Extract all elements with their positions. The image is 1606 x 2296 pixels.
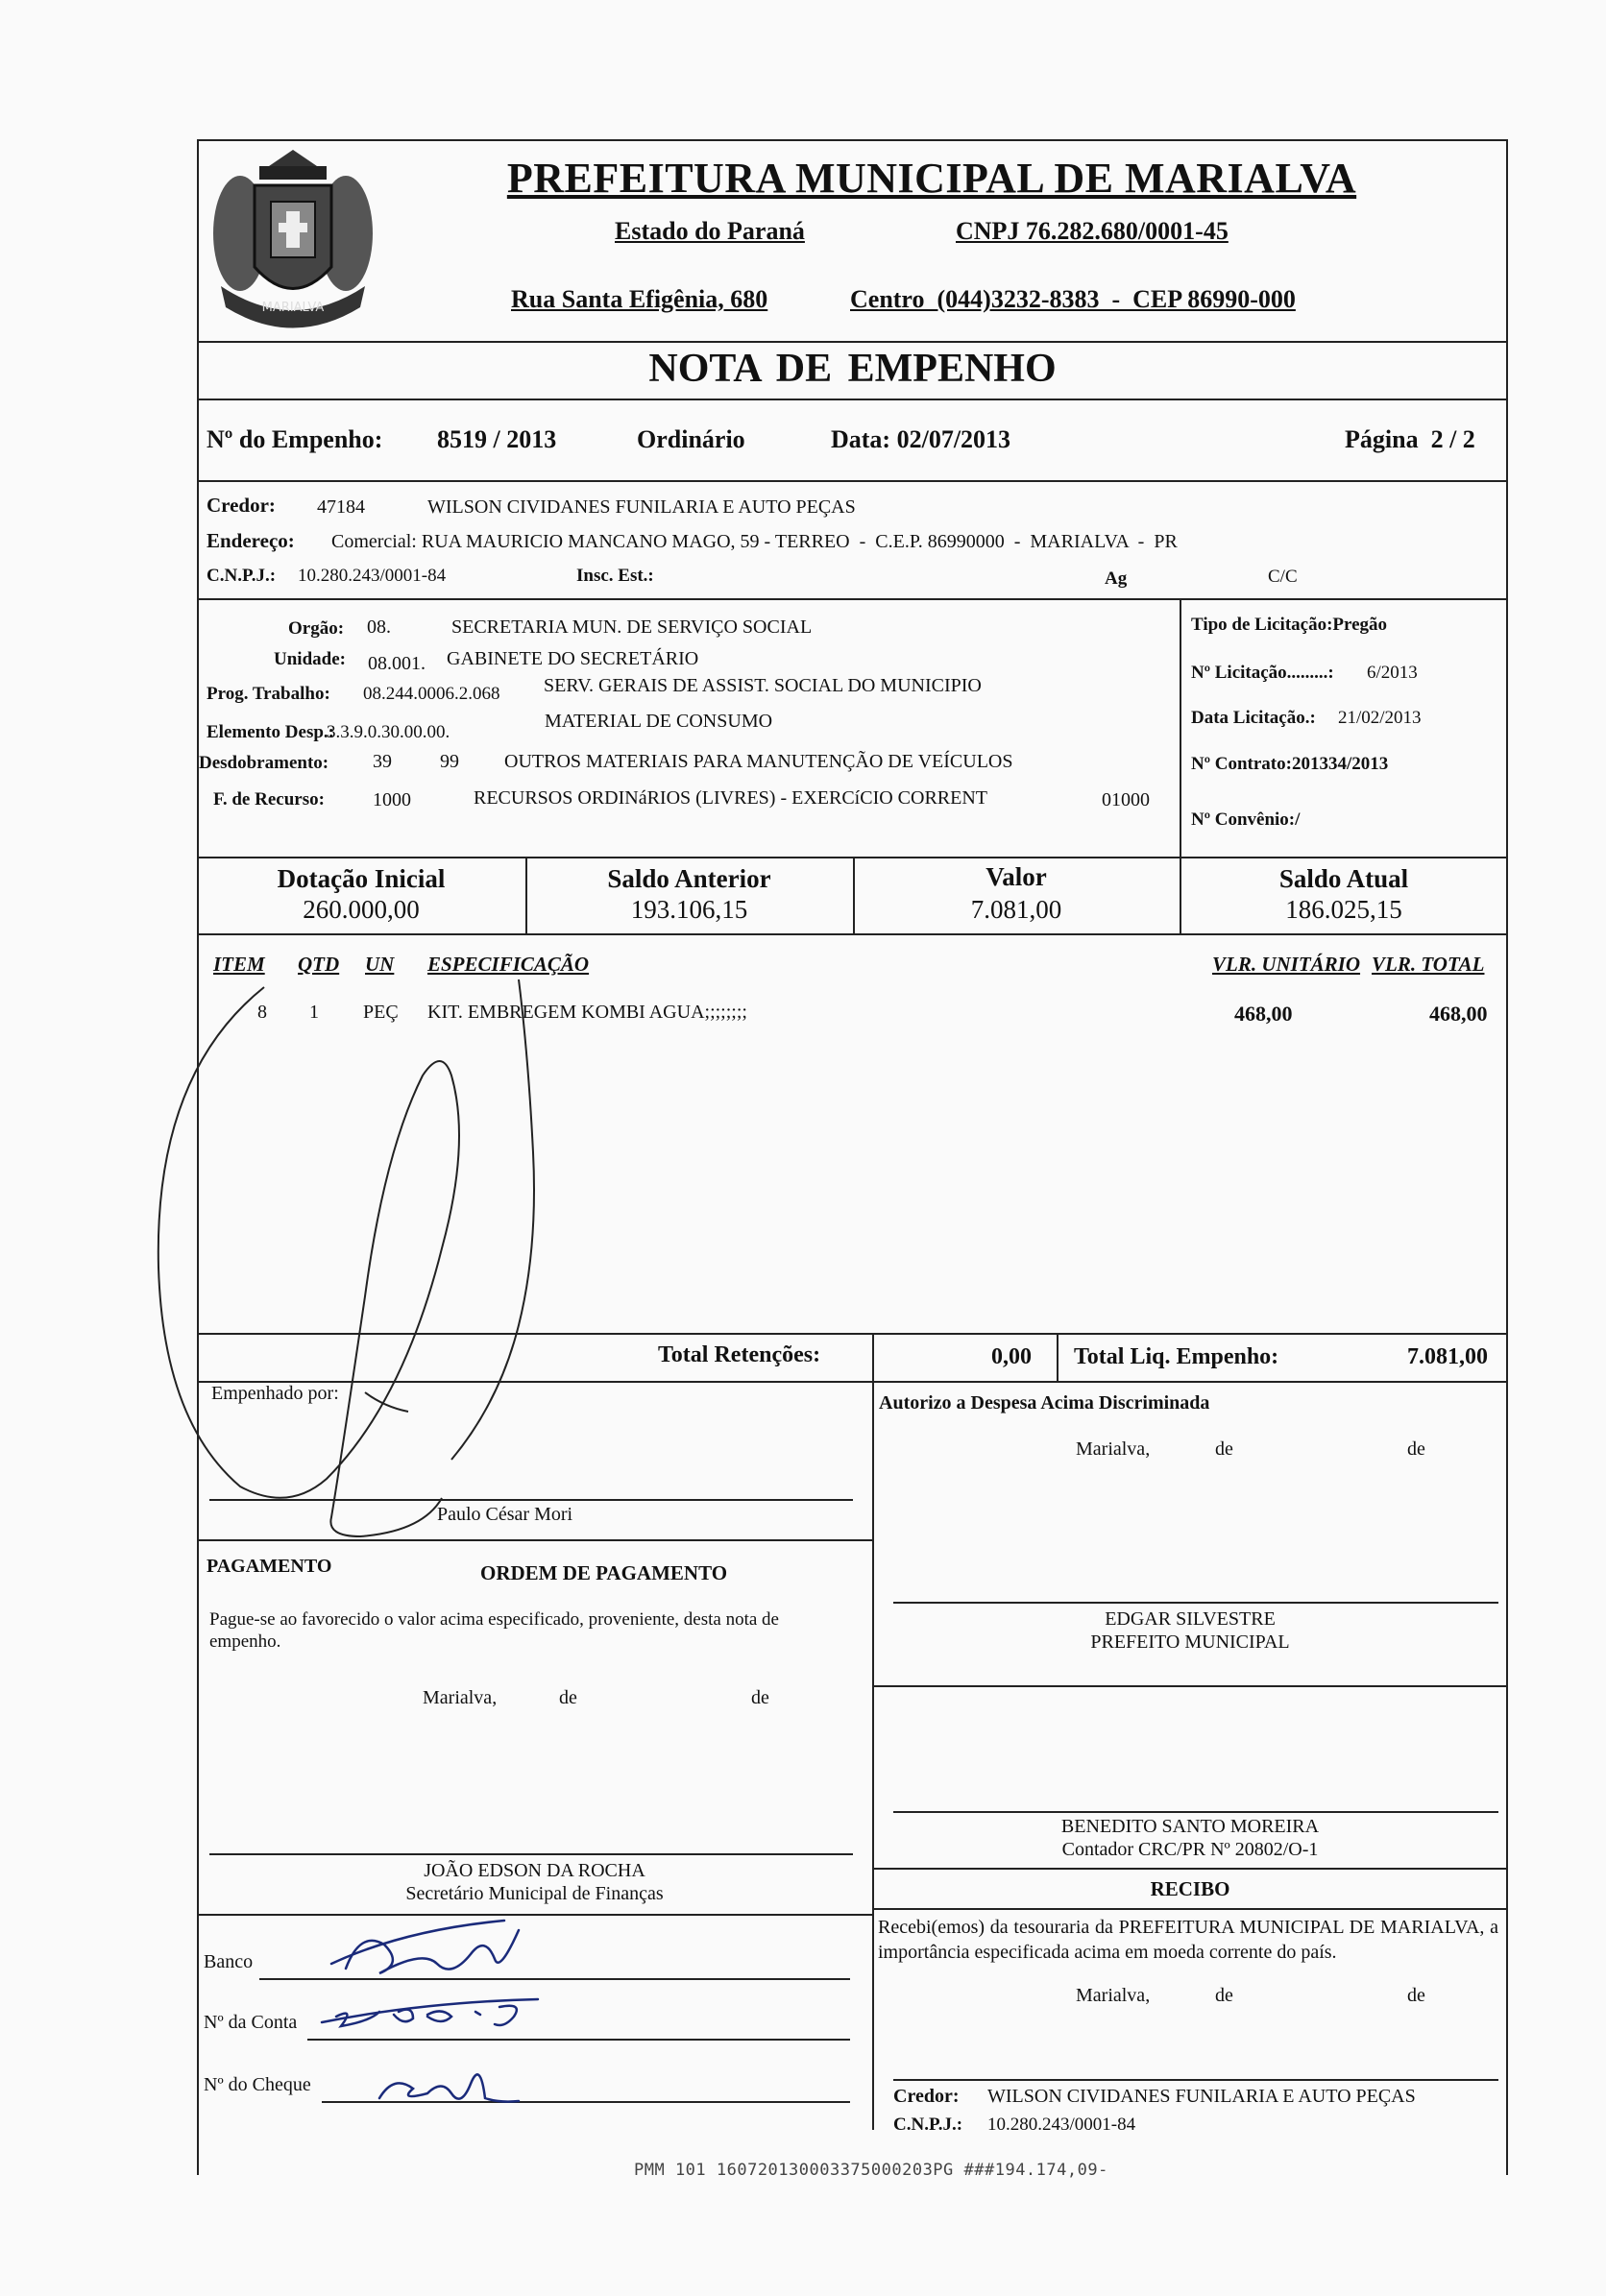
saldo-anterior-value: 193.106,15 [630, 895, 748, 924]
valor-value: 7.081,00 [970, 895, 1062, 924]
prog-code: 08.244.0006.2.068 [363, 684, 500, 704]
recibo-cnpj-label: C.N.P.J.: [893, 2115, 963, 2135]
row-un: PEÇ [363, 1002, 399, 1023]
frame-top [197, 139, 1508, 141]
rule [872, 1333, 874, 1381]
col-vlr-total: VLR. TOTAL [1372, 953, 1485, 976]
autorizo-de-1: de [1215, 1438, 1233, 1460]
recurso-code: 1000 [373, 789, 411, 810]
row-unit: 468,00 [1234, 1002, 1293, 1026]
municipality-title: PREFEITURA MUNICIPAL DE MARIALVA [506, 155, 1357, 202]
orgao-label: Orgão: [288, 618, 345, 639]
desdobramento-label: Desdobramento: [199, 753, 329, 773]
coat-of-arms-icon [202, 142, 384, 344]
col-qtd: QTD [298, 953, 340, 976]
licitacao-date: 21/02/2013 [1338, 708, 1422, 728]
rule [872, 1381, 874, 2130]
rule [1057, 1333, 1058, 1381]
empenho-type: Ordinário [637, 425, 745, 453]
unidade-label: Unidade: [274, 649, 346, 669]
row-qtd: 1 [309, 1002, 319, 1023]
unidade-code: 08.001. [368, 653, 426, 674]
row-spec: KIT. EMBREGEM KOMBI AGUA;;;;;;;; [427, 1002, 747, 1023]
orgao-name: SECRETARIA MUN. DE SERVIÇO SOCIAL [451, 616, 813, 638]
dotacao-inicial-value: 260.000,00 [303, 895, 420, 924]
recibo-text: Recebi(emos) da tesouraria da PREFEITURA MUNICIPAL DE MARIALVA, a importância especificada acima em moeda corrente do país. [878, 1917, 1498, 1963]
rule [893, 1602, 1498, 1604]
rule [1180, 598, 1181, 858]
empenhado-por-label: Empenhado por: [211, 1383, 339, 1404]
unidade-name: GABINETE DO SECRETÁRIO [447, 648, 699, 669]
row-total: 468,00 [1429, 1002, 1488, 1026]
conta-label: Nº da Conta [204, 2012, 298, 2033]
rule [197, 598, 1508, 600]
rule [893, 1811, 1498, 1813]
svg-text:MARIALVA: MARIALVA [261, 301, 325, 315]
empenho-date: Data: 02/07/2013 [831, 425, 1011, 453]
account-label: C/C [1268, 567, 1298, 587]
contador-title: Contador CRC/PR Nº 20802/O-1 [1061, 1839, 1319, 1860]
rule [197, 933, 1508, 935]
valor-label: Valor [986, 862, 1047, 891]
recibo-de-1: de [1215, 1985, 1233, 2006]
rule [209, 1499, 853, 1501]
prog-label: Prog. Trabalho: [207, 684, 330, 704]
secretario-title: Secretário Municipal de Finanças [405, 1883, 664, 1904]
rule [307, 2039, 850, 2041]
saldo-atual-value: 186.025,15 [1285, 895, 1402, 924]
contrato-number: Nº Contrato:201334/2013 [1191, 754, 1389, 774]
agency-label: Ag [1105, 568, 1128, 589]
col-vlr-unitario: VLR. UNITÁRIO [1212, 953, 1361, 976]
total-liquido-value: 7.081,00 [1407, 1344, 1488, 1369]
recurso-name: RECURSOS ORDINáRIOS (LIVRES) - EXERCíCIO CORRENT [474, 787, 988, 809]
pagamento-text: Pague-se ao favorecido o valor acima especificado, proveniente, desta nota de empenho. [209, 1609, 779, 1652]
rule [872, 1685, 1508, 1687]
rule [209, 1853, 853, 1855]
insc-est-label: Insc. Est.: [576, 566, 654, 586]
empenho-number-label: Nº do Empenho: [207, 425, 383, 453]
recibo-credor-label: Credor: [893, 2086, 960, 2107]
recibo-de-2: de [1407, 1985, 1425, 2006]
rule [259, 1978, 850, 1980]
tipo-licitacao: Tipo de Licitação:Pregão [1191, 615, 1388, 635]
col-especificacao: ESPECIFICAÇÃO [427, 953, 590, 976]
credor-label: Credor: [207, 494, 276, 517]
desdobramento-name: OUTROS MATERIAIS PARA MANUTENÇÃO DE VEÍCULOS [504, 751, 1013, 772]
rule [197, 341, 1508, 343]
recibo-credor-name: WILSON CIVIDANES FUNILARIA E AUTO PEÇAS [987, 2086, 1416, 2107]
banco-label: Banco [204, 1951, 254, 1972]
autorizo-city: Marialva, [1076, 1438, 1151, 1460]
empenhado-por-name: Paulo César Mori [437, 1504, 573, 1525]
rule [872, 1908, 1508, 1910]
rule [197, 480, 1508, 482]
col-item: ITEM [213, 953, 265, 976]
autorizo-despesa: Autorizo a Despesa Acima Discriminada [879, 1392, 1210, 1414]
saldo-anterior-label: Saldo Anterior [607, 864, 771, 893]
credor-code: 47184 [317, 496, 365, 518]
ordem-pagamento-title: ORDEM DE PAGAMENTO [480, 1561, 728, 1584]
desdobramento-code-2: 99 [440, 751, 459, 772]
district-phone-cep: Centro (044)3232-8383 - CEP 86990-000 [850, 285, 1296, 313]
recibo-city: Marialva, [1076, 1985, 1151, 2006]
rule [197, 1914, 872, 1916]
rule [197, 1539, 872, 1541]
page-number: Página 2 / 2 [1345, 425, 1475, 453]
dotacao-inicial-label: Dotação Inicial [277, 864, 446, 893]
contador-name: BENEDITO SANTO MOREIRA [1060, 1816, 1320, 1837]
orgao-code: 08. [367, 616, 391, 638]
rule [197, 399, 1508, 400]
cnpj-header: CNPJ 76.282.680/0001-45 [956, 217, 1229, 245]
credor-cnpj: 10.280.243/0001-84 [298, 566, 447, 586]
barcode-text: PMM 101 160720130003375000203PG ###194.174,09- [634, 2161, 1108, 2180]
total-retencoes-label: Total Retenções: [658, 1342, 821, 1367]
desdobramento-code-1: 39 [373, 751, 392, 772]
saldo-atual-label: Saldo Atual [1278, 864, 1409, 893]
credor-name: WILSON CIVIDANES FUNILARIA E AUTO PEÇAS [427, 496, 856, 518]
pagamento-de-2: de [751, 1687, 769, 1708]
elemento-code: 3.3.9.0.30.00.00. [327, 722, 450, 742]
col-un: UN [365, 953, 395, 976]
row-item: 8 [257, 1002, 267, 1023]
cheque-label: Nº do Cheque [204, 2074, 311, 2095]
prefeito-name: EDGAR SILVESTRE [1105, 1608, 1276, 1630]
pagamento-city: Marialva, [423, 1687, 498, 1708]
recurso-label: F. de Recurso: [213, 789, 325, 810]
licitacao-number: 6/2013 [1367, 663, 1418, 683]
total-liquido-label: Total Liq. Empenho: [1074, 1344, 1279, 1369]
recibo-cnpj: 10.280.243/0001-84 [987, 2115, 1136, 2135]
rule [872, 1868, 1508, 1870]
licitacao-date-label: Data Licitação.: [1191, 708, 1316, 728]
elemento-label: Elemento Desp.: [207, 722, 334, 742]
convenio-number: Nº Convênio:/ [1191, 810, 1301, 830]
state-label: Estado do Paraná [615, 217, 805, 245]
address-label: Endereço: [207, 529, 295, 552]
frame-right [1506, 139, 1508, 2175]
recurso-ref: 01000 [1102, 789, 1150, 810]
credor-address: Comercial: RUA MAURICIO MANCANO MAGO, 59 - TERREO - C.E.P. 86990000 - MARIALVA - PR [331, 531, 1178, 552]
prog-name: SERV. GERAIS DE ASSIST. SOCIAL DO MUNICIPIO [544, 675, 982, 696]
empenho-number: 8519 / 2013 [437, 425, 557, 453]
elemento-name: MATERIAL DE CONSUMO [545, 711, 773, 732]
total-retencoes-value: 0,00 [991, 1344, 1032, 1369]
document-title: NOTA DE EMPENHO [648, 347, 1057, 391]
rule [893, 2079, 1498, 2081]
street-address: Rua Santa Efigênia, 680 [511, 285, 768, 313]
pagamento-title: PAGAMENTO [207, 1556, 332, 1577]
rule [322, 2101, 850, 2103]
secretario-name: JOÃO EDSON DA ROCHA [424, 1860, 645, 1881]
autorizo-de-2: de [1407, 1438, 1425, 1460]
prefeito-title: PREFEITO MUNICIPAL [1090, 1631, 1290, 1653]
licitacao-number-label: Nº Licitação.........: [1191, 663, 1334, 683]
rule [197, 1333, 1508, 1335]
rule [197, 1381, 1508, 1383]
cnpj-label: C.N.P.J.: [207, 566, 277, 586]
pagamento-de-1: de [559, 1687, 577, 1708]
recibo-title: RECIBO [1150, 1877, 1230, 1900]
